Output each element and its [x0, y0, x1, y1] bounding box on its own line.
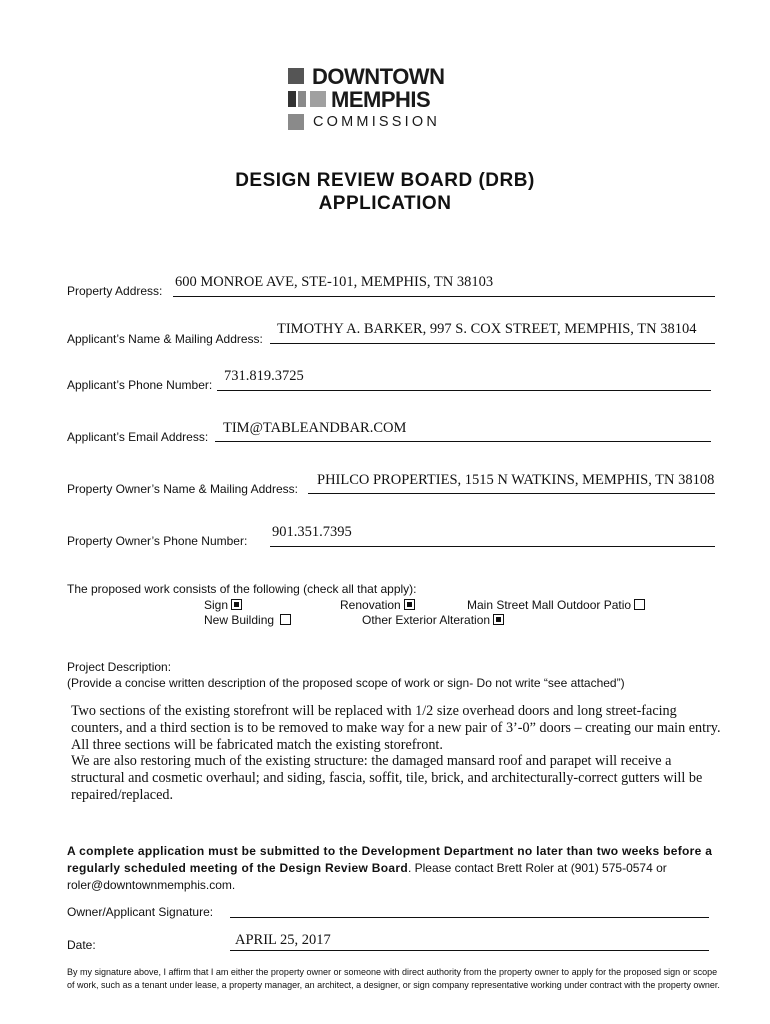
applicant-email-label: Applicant’s Email Address:: [67, 430, 209, 444]
project-description-field[interactable]: [71, 703, 721, 804]
owner-name-label: Property Owner’s Name & Mailing Address:: [67, 482, 298, 496]
logo-commission: COMMISSION: [313, 114, 441, 130]
property-address-label: Property Address:: [67, 284, 163, 298]
logo-square: [288, 68, 304, 84]
page-title: DESIGN REVIEW BOARD (DRB): [235, 170, 535, 191]
description-line: repaired/replaced.: [71, 786, 174, 803]
work-intro: The proposed work consists of the following (check all that apply):: [67, 582, 417, 596]
disclaimer: By my signature above, I affirm that I am either the property owner or someone with direct authority from the property owner to apply for the proposed sign or scope of work, such as a tenant under lease, a property manager, an architect, a designer, or sign company representative working under contract with the property owner.: [67, 967, 720, 990]
checkbox-icon[interactable]: [493, 614, 504, 625]
property-address-field[interactable]: 600 MONROE AVE, STE-101, MEMPHIS, TN 38103: [175, 274, 494, 290]
option-label: New Building: [204, 613, 275, 627]
applicant-phone-underline: [217, 390, 711, 391]
signature-underline: [230, 917, 709, 918]
owner-name-underline: [308, 493, 715, 494]
description-line: Two sections of the existing storefront will be replaced with 1/2 size overhead doors and long street-facing: [71, 703, 677, 719]
description-line: structural and cosmetic overhaul; and siding, fascia, soffit, tile, brick, and architecturally-correct gutters will be: [71, 770, 703, 787]
description-line: All three sections will be fabricated match the existing storefront.: [71, 736, 443, 753]
notice-bold: A complete application must be submitted to the Development Department no later than two weeks before a regularly scheduled meeting of the Design Review Board: [67, 844, 713, 875]
logo-square: [298, 91, 306, 107]
checkbox-icon[interactable]: [231, 599, 242, 610]
option-label: Renovation: [340, 598, 401, 612]
logo-square: [310, 91, 326, 107]
signature-label: Owner/Applicant Signature:: [67, 905, 214, 919]
owner-phone-field[interactable]: 901.351.7395: [272, 524, 352, 540]
option-other-exterior[interactable]: [362, 613, 504, 627]
applicant-email-underline: [215, 441, 711, 442]
notice-normal: . Please contact Brett Roler at (901) 575-0574 or roler@downtownmemphis.com.: [67, 861, 667, 892]
applicant-name-field[interactable]: TIMOTHY A. BARKER, 997 S. COX STREET, MEMPHIS, TN 38104: [277, 321, 697, 337]
logo-square: [288, 91, 296, 107]
date-label: Date:: [67, 938, 96, 952]
applicant-name-label: Applicant’s Name & Mailing Address:: [67, 332, 263, 346]
project-description-instruction: (Provide a concise written description of the proposed scope of work or sign- Do not write “see attached”): [67, 676, 625, 690]
project-description-label: Project Description:: [67, 660, 172, 674]
submission-notice: [67, 843, 717, 894]
applicant-phone-label: Applicant’s Phone Number:: [67, 378, 213, 392]
description-line: We are also restoring much of the existing structure: the damaged mansard roof and parapet will receive a: [71, 753, 672, 770]
option-new-building[interactable]: [204, 613, 291, 627]
applicant-phone-field[interactable]: 731.819.3725: [224, 368, 304, 384]
signature-field[interactable]: [235, 900, 705, 916]
option-label: Sign: [204, 598, 229, 612]
date-field[interactable]: APRIL 25, 2017: [235, 932, 331, 948]
description-line: counters, and a third section is to be removed to make way for a new pair of 3’-0” doors – creating our main entry.: [71, 719, 721, 736]
owner-phone-label: Property Owner’s Phone Number:: [67, 534, 248, 548]
owner-name-field[interactable]: PHILCO PROPERTIES, 1515 N WATKINS, MEMPHIS, TN 38108: [317, 472, 715, 488]
option-main-street-mall-patio[interactable]: [467, 598, 645, 612]
checkbox-icon[interactable]: [280, 614, 291, 625]
logo-downtown: DOWNTOWN: [312, 64, 445, 89]
option-label: Main Street Mall Outdoor Patio: [467, 598, 632, 612]
date-underline: [230, 950, 709, 951]
applicant-email-field[interactable]: TIM@TABLEANDBAR.COM: [223, 420, 407, 436]
logo-memphis: MEMPHIS: [331, 87, 431, 112]
owner-phone-underline: [270, 546, 715, 547]
checkbox-icon[interactable]: [404, 599, 415, 610]
option-sign[interactable]: [204, 598, 242, 612]
property-address-underline: [173, 296, 715, 297]
logo-square: [288, 114, 304, 130]
option-renovation[interactable]: [340, 598, 415, 612]
applicant-name-underline: [270, 343, 715, 344]
option-label: Other Exterior Alteration: [362, 613, 491, 627]
checkbox-icon[interactable]: [634, 599, 645, 610]
page-subtitle: APPLICATION: [318, 193, 452, 214]
